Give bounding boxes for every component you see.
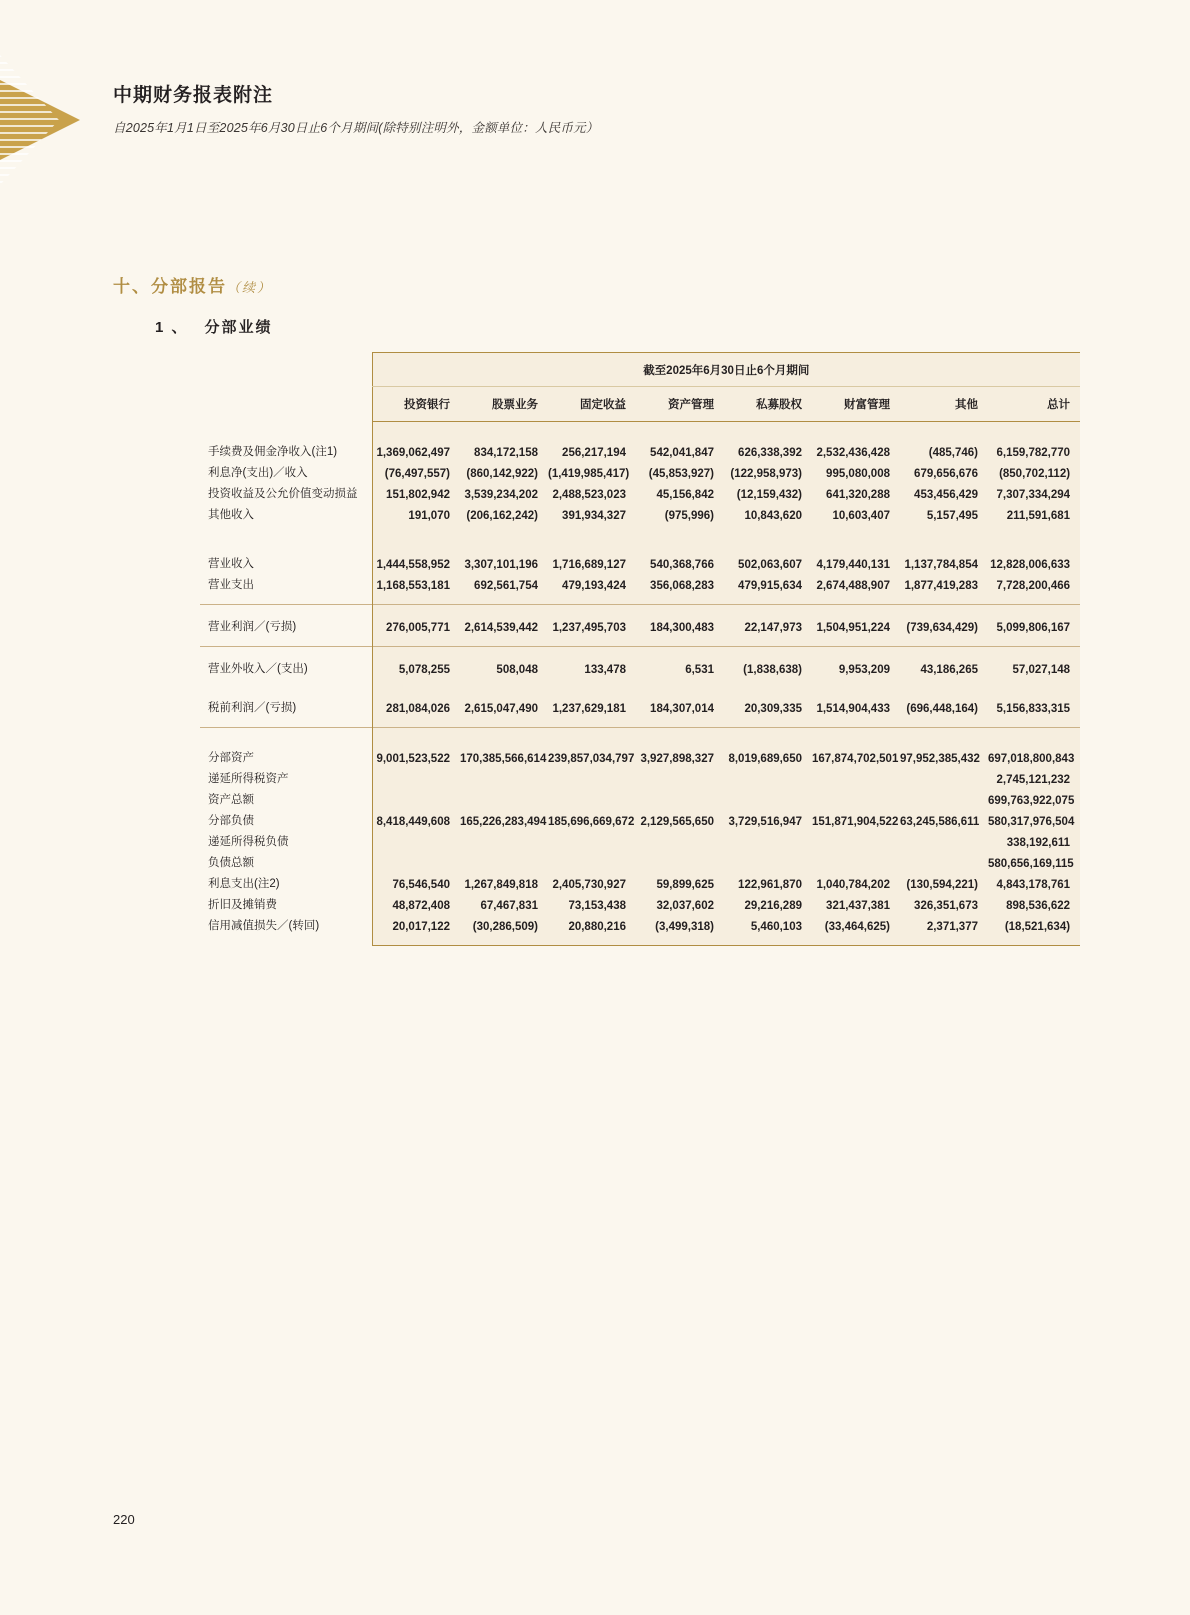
row-value: 9,001,523,522 [372, 746, 460, 767]
row-value: 63,245,586,611 [900, 809, 988, 830]
page-number: 220 [113, 1512, 135, 1527]
row-value: 57,027,148 [988, 657, 1080, 678]
row-value: 1,237,495,703 [548, 615, 636, 636]
corner-stripes-shape [0, 55, 95, 185]
row-value: 580,317,976,504 [988, 809, 1080, 830]
row-value [724, 851, 812, 872]
row-value: 170,385,566,614 [460, 746, 548, 767]
section-heading-text: 十、分部报告 [113, 277, 227, 296]
table-row [200, 851, 1080, 872]
row-value: (3,499,318) [636, 914, 724, 935]
row-value: (18,521,634) [988, 914, 1080, 935]
row-value: 9,953,209 [812, 657, 900, 678]
segment-results-table [200, 352, 1080, 946]
row-value [372, 788, 460, 809]
spacer-row [200, 678, 1080, 696]
row-value: 165,226,283,494 [460, 809, 548, 830]
column-header-6: 其他 [900, 387, 988, 422]
spacer-row [200, 636, 1080, 647]
row-value: 8,418,449,608 [372, 809, 460, 830]
spacer-row [200, 524, 1080, 542]
row-value: 256,217,194 [548, 440, 636, 461]
row-value: 1,168,553,181 [372, 573, 460, 594]
row-value: (1,838,638) [724, 657, 812, 678]
row-value: 6,531 [636, 657, 724, 678]
row-value: (850,702,112) [988, 461, 1080, 482]
row-value: 508,048 [460, 657, 548, 678]
row-value: 276,005,771 [372, 615, 460, 636]
row-value: 185,696,669,672 [548, 809, 636, 830]
column-header-3: 资产管理 [636, 387, 724, 422]
row-value: 211,591,681 [988, 503, 1080, 524]
row-label: 负债总额 [200, 851, 372, 872]
page-subtitle: 自2025年1月1日至2025年6月30日止6个月期间(除特别注明外，金额单位：人民币元） [113, 121, 599, 135]
row-value: 2,532,436,428 [812, 440, 900, 461]
table-row [200, 914, 1080, 935]
row-value: 239,857,034,797 [548, 746, 636, 767]
row-label: 投资收益及公允价值变动损益 [200, 482, 372, 503]
row-value: (1,419,985,417) [548, 461, 636, 482]
row-value [724, 767, 812, 788]
row-value [812, 767, 900, 788]
table-row [200, 809, 1080, 830]
row-value [460, 767, 548, 788]
row-value: 5,157,495 [900, 503, 988, 524]
row-value: 338,192,611 [988, 830, 1080, 851]
row-value [372, 767, 460, 788]
row-value: 1,267,849,818 [460, 872, 548, 893]
row-value: 133,478 [548, 657, 636, 678]
row-value: 453,456,429 [900, 482, 988, 503]
row-value: 326,351,673 [900, 893, 988, 914]
spacer-row [200, 422, 1080, 441]
row-value [636, 788, 724, 809]
row-value [636, 830, 724, 851]
row-value: 479,193,424 [548, 573, 636, 594]
row-value: 2,674,488,907 [812, 573, 900, 594]
row-label: 递延所得税负债 [200, 830, 372, 851]
period-header-cell: 截至2025年6月30日止6个月期间 [372, 353, 1080, 387]
row-value: 626,338,392 [724, 440, 812, 461]
row-value: 2,745,121,232 [988, 767, 1080, 788]
row-value: 3,729,516,947 [724, 809, 812, 830]
spacer-row [200, 717, 1080, 728]
row-value: 281,084,026 [372, 696, 460, 717]
row-label: 分部负债 [200, 809, 372, 830]
row-value: 502,063,607 [724, 552, 812, 573]
row-value [812, 788, 900, 809]
table-column-header-row [200, 387, 1080, 422]
row-value: 184,300,483 [636, 615, 724, 636]
subsection-heading [155, 316, 273, 337]
row-value [724, 830, 812, 851]
row-value: 1,716,689,127 [548, 552, 636, 573]
row-label: 折旧及摊销费 [200, 893, 372, 914]
table-period-header-row [200, 353, 1080, 387]
row-value: 1,444,558,952 [372, 552, 460, 573]
table-bottom-rule [200, 935, 1080, 946]
row-value: 1,514,904,433 [812, 696, 900, 717]
row-value: 2,488,523,023 [548, 482, 636, 503]
row-value [460, 851, 548, 872]
row-value [636, 767, 724, 788]
decorative-corner-ornament [0, 55, 95, 185]
row-value: (122,958,973) [724, 461, 812, 482]
row-label: 分部资产 [200, 746, 372, 767]
table-row [200, 573, 1080, 594]
row-value: 3,307,101,196 [460, 552, 548, 573]
page-title: 中期财务报表附注 [113, 85, 274, 106]
row-value: 22,147,973 [724, 615, 812, 636]
row-value: 692,561,754 [460, 573, 548, 594]
row-value: 679,656,676 [900, 461, 988, 482]
row-value: (206,162,242) [460, 503, 548, 524]
row-label: 营业支出 [200, 573, 372, 594]
row-value: (130,594,221) [900, 872, 988, 893]
row-value: 151,871,904,522 [812, 809, 900, 830]
row-value: (76,497,557) [372, 461, 460, 482]
row-label: 利息支出(注2) [200, 872, 372, 893]
table-row [200, 552, 1080, 573]
row-value: 151,802,942 [372, 482, 460, 503]
row-value: 2,405,730,927 [548, 872, 636, 893]
row-value: 5,099,806,167 [988, 615, 1080, 636]
row-value: (739,634,429) [900, 615, 988, 636]
row-label: 营业收入 [200, 552, 372, 573]
row-value: 184,307,014 [636, 696, 724, 717]
row-value: 321,437,381 [812, 893, 900, 914]
row-value: 1,877,419,283 [900, 573, 988, 594]
table-row [200, 893, 1080, 914]
row-value: 76,546,540 [372, 872, 460, 893]
row-value [460, 788, 548, 809]
row-value: 32,037,602 [636, 893, 724, 914]
row-value: 995,080,008 [812, 461, 900, 482]
row-label: 信用减值损失／(转回) [200, 914, 372, 935]
row-value: 1,369,062,497 [372, 440, 460, 461]
row-label: 资产总额 [200, 788, 372, 809]
row-value: 391,934,327 [548, 503, 636, 524]
spacer-row [200, 605, 1080, 615]
row-value: 8,019,689,650 [724, 746, 812, 767]
row-value: 699,763,922,075 [988, 788, 1080, 809]
row-value: 356,068,283 [636, 573, 724, 594]
row-value: 834,172,158 [460, 440, 548, 461]
row-value [900, 830, 988, 851]
row-value: 73,153,438 [548, 893, 636, 914]
section-heading [113, 272, 272, 297]
row-value: 4,179,440,131 [812, 552, 900, 573]
row-value: 5,078,255 [372, 657, 460, 678]
row-value: 641,320,288 [812, 482, 900, 503]
table-row [200, 696, 1080, 717]
subsection-number: 1 、 [155, 319, 189, 336]
row-value [460, 830, 548, 851]
table-row [200, 657, 1080, 678]
table-row [200, 872, 1080, 893]
row-value [636, 851, 724, 872]
row-value: 122,961,870 [724, 872, 812, 893]
spacer-row [200, 647, 1080, 657]
row-value [812, 851, 900, 872]
row-value [548, 788, 636, 809]
row-value: 2,615,047,490 [460, 696, 548, 717]
row-value: (33,464,625) [812, 914, 900, 935]
row-value [372, 830, 460, 851]
row-value: 3,927,898,327 [636, 746, 724, 767]
row-value: 2,129,565,650 [636, 809, 724, 830]
row-label: 递延所得税资产 [200, 767, 372, 788]
column-header-0: 投资银行 [372, 387, 460, 422]
row-value: (860,142,922) [460, 461, 548, 482]
row-value: 167,874,702,501 [812, 746, 900, 767]
row-value: 898,536,622 [988, 893, 1080, 914]
table-row [200, 767, 1080, 788]
spacer-row [200, 594, 1080, 605]
row-value [900, 851, 988, 872]
row-value: 5,460,103 [724, 914, 812, 935]
row-value [548, 851, 636, 872]
row-value: 20,880,216 [548, 914, 636, 935]
row-value: 542,041,847 [636, 440, 724, 461]
row-value: 540,368,766 [636, 552, 724, 573]
column-header-5: 财富管理 [812, 387, 900, 422]
row-value: 2,371,377 [900, 914, 988, 935]
row-label: 税前利润／(亏损) [200, 696, 372, 717]
row-value: 43,186,265 [900, 657, 988, 678]
row-value: 10,843,620 [724, 503, 812, 524]
row-label: 营业利润／(亏损) [200, 615, 372, 636]
row-value: 67,467,831 [460, 893, 548, 914]
row-value: 2,614,539,442 [460, 615, 548, 636]
row-value [724, 788, 812, 809]
table-row [200, 788, 1080, 809]
section-heading-continued: （续） [227, 280, 273, 295]
column-header-2: 固定收益 [548, 387, 636, 422]
row-value: 479,915,634 [724, 573, 812, 594]
row-value: 1,040,784,202 [812, 872, 900, 893]
column-header-7: 总计 [988, 387, 1080, 422]
row-value: (12,159,432) [724, 482, 812, 503]
row-value: 20,017,122 [372, 914, 460, 935]
row-value: 6,159,782,770 [988, 440, 1080, 461]
row-value [900, 767, 988, 788]
row-value: 1,237,629,181 [548, 696, 636, 717]
column-header-1: 股票业务 [460, 387, 548, 422]
row-value [548, 830, 636, 851]
table-row [200, 615, 1080, 636]
table-row [200, 830, 1080, 851]
row-value: 191,070 [372, 503, 460, 524]
row-value: 3,539,234,202 [460, 482, 548, 503]
row-value: 697,018,800,843 [988, 746, 1080, 767]
row-label: 营业外收入／(支出) [200, 657, 372, 678]
row-value: 580,656,169,115 [988, 851, 1080, 872]
row-value [812, 830, 900, 851]
row-value: 12,828,006,633 [988, 552, 1080, 573]
subsection-title: 分部业绩 [204, 319, 273, 336]
table-row [200, 461, 1080, 482]
row-label: 其他收入 [200, 503, 372, 524]
table-row [200, 482, 1080, 503]
row-value: 97,952,385,432 [900, 746, 988, 767]
column-header-4: 私募股权 [724, 387, 812, 422]
row-value: (30,286,509) [460, 914, 548, 935]
row-value: 1,504,951,224 [812, 615, 900, 636]
table-row [200, 503, 1080, 524]
row-value: (696,448,164) [900, 696, 988, 717]
row-value [548, 767, 636, 788]
spacer-row [200, 542, 1080, 552]
row-value: (975,996) [636, 503, 724, 524]
row-value: 48,872,408 [372, 893, 460, 914]
row-value: (45,853,927) [636, 461, 724, 482]
row-value: 59,899,625 [636, 872, 724, 893]
row-label: 手续费及佣金净收入(注1) [200, 440, 372, 461]
row-value: 5,156,833,315 [988, 696, 1080, 717]
row-value: 10,603,407 [812, 503, 900, 524]
row-value: 29,216,289 [724, 893, 812, 914]
row-value: 7,728,200,466 [988, 573, 1080, 594]
page-header [113, 80, 599, 136]
row-label: 利息净(支出)／收入 [200, 461, 372, 482]
spacer-row [200, 728, 1080, 746]
row-value: 1,137,784,854 [900, 552, 988, 573]
row-value: 45,156,842 [636, 482, 724, 503]
row-value: 7,307,334,294 [988, 482, 1080, 503]
row-value: (485,746) [900, 440, 988, 461]
segment-results-table-wrap [200, 352, 1080, 946]
row-value: 20,309,335 [724, 696, 812, 717]
row-value: 4,843,178,761 [988, 872, 1080, 893]
table-row [200, 440, 1080, 461]
row-value [900, 788, 988, 809]
row-value [372, 851, 460, 872]
table-row [200, 746, 1080, 767]
